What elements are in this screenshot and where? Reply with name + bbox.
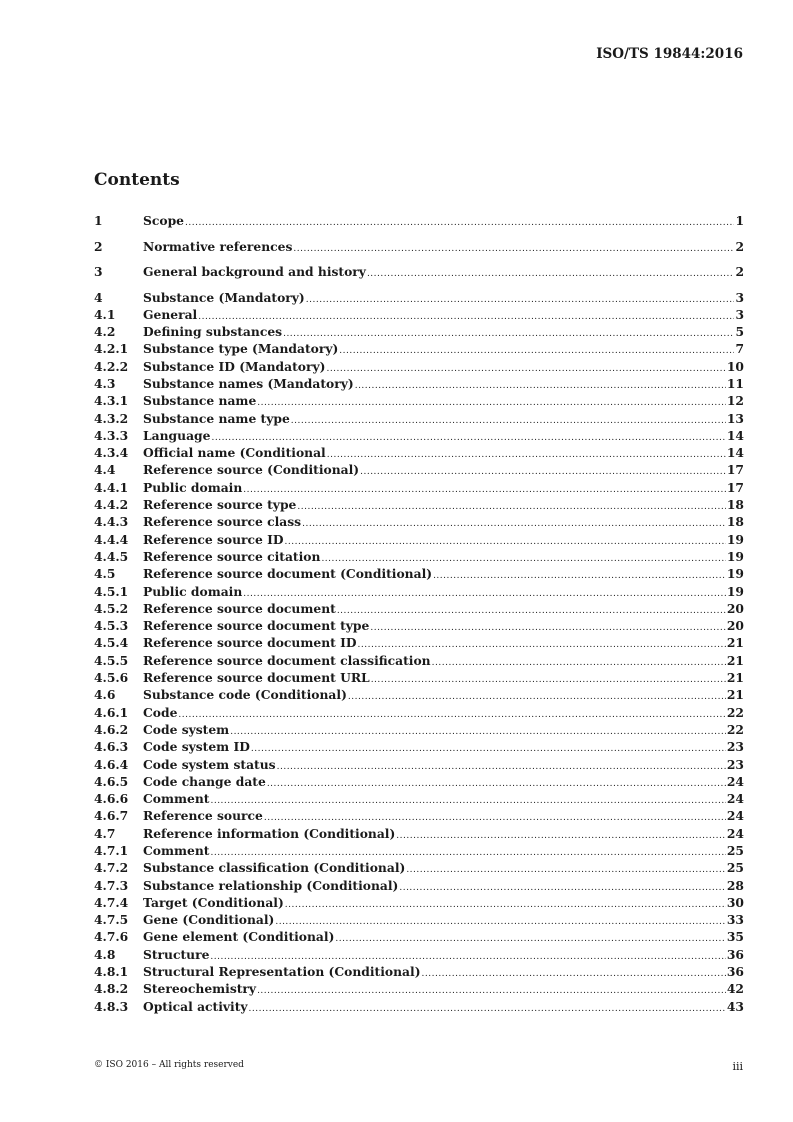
toc-entry[interactable] [94, 289, 744, 306]
page-footer [94, 1060, 743, 1073]
toc-entry[interactable] [94, 998, 744, 1015]
toc-entry-page: 17 [726, 462, 744, 478]
toc-entry-number: 4.7.2 [94, 860, 129, 876]
toc-dot-leader [339, 343, 734, 360]
toc-dot-leader [257, 983, 726, 1000]
toc-dot-leader [337, 603, 726, 620]
toc-entry-page: 3 [735, 306, 744, 322]
toc-entry[interactable] [94, 756, 744, 773]
toc-entry-title: Substance name type [143, 410, 290, 426]
toc-entry-page: 36 [726, 946, 744, 962]
toc-entry-number: 4.6.7 [94, 808, 129, 824]
toc-entry-title: Public domain [143, 479, 243, 495]
toc-entry-number: 4.7.4 [94, 894, 129, 910]
toc-entry[interactable] [94, 479, 744, 496]
toc-entry-page: 5 [735, 324, 744, 340]
toc-entry-number: 4.7 [94, 825, 116, 841]
toc-dot-leader [185, 215, 734, 232]
contents-title: Contents [94, 170, 180, 190]
toc-entry-title: Code system [143, 721, 230, 737]
toc-entry[interactable] [94, 894, 744, 911]
toc-entry-title: Reference source class [143, 514, 302, 530]
toc-entry-title: Code [143, 704, 178, 720]
toc-entry-title: Comment [143, 843, 210, 858]
toc-dot-leader [297, 499, 726, 516]
toc-entry-title: Reference source document (Conditional) [143, 566, 433, 582]
toc-entry[interactable] [94, 963, 744, 980]
toc-entry-number: 1 [94, 213, 103, 228]
toc-dot-leader [371, 672, 726, 689]
toc-entry-number: 4.5.6 [94, 670, 129, 686]
toc-entry-page: 11 [726, 375, 744, 391]
toc-entry[interactable] [94, 652, 744, 669]
toc-entry-title: Reference source type [143, 497, 297, 513]
toc-dot-leader [335, 931, 725, 948]
toc-entry[interactable] [94, 911, 744, 928]
toc-entry-page: 19 [726, 583, 744, 599]
toc-entry-page: 20 [726, 600, 744, 616]
toc-entry-number: 4.1 [94, 306, 116, 322]
toc-entry-page: 21 [726, 687, 744, 703]
toc-entry[interactable] [94, 410, 744, 427]
toc-entry[interactable] [94, 358, 744, 375]
toc-dot-leader [277, 759, 726, 776]
toc-entry-number: 4.4.1 [94, 479, 129, 495]
table-of-contents [94, 212, 744, 1015]
toc-entry-number: 4.6.4 [94, 756, 129, 772]
toc-dot-leader [267, 776, 726, 793]
toc-entry-number: 4.6.6 [94, 791, 129, 807]
toc-entry-title: Reference source document type [143, 618, 370, 634]
toc-entry-number: 4.4.4 [94, 531, 129, 547]
toc-entry-page: 14 [726, 445, 744, 461]
toc-entry-title: Scope [143, 213, 184, 228]
toc-entry[interactable] [94, 946, 744, 963]
toc-entry-title: Substance name [143, 393, 257, 409]
toc-entry-page: 21 [726, 670, 744, 686]
toc-entry-number: 4.6.3 [94, 739, 129, 755]
toc-entry-number: 4.3.2 [94, 410, 129, 426]
toc-entry-number: 4 [94, 289, 103, 305]
toc-dot-leader [251, 741, 726, 758]
toc-entry[interactable] [94, 531, 744, 548]
toc-entry-title: Substance ID (Mandatory) [143, 358, 326, 374]
toc-entry-number: 4.5.5 [94, 652, 129, 668]
toc-entry-number: 4.6.5 [94, 773, 129, 789]
toc-entry-title: Stereochemistry [143, 981, 257, 997]
toc-entry-page: 25 [726, 843, 744, 858]
toc-dot-leader [348, 689, 726, 706]
toc-entry[interactable] [94, 263, 744, 289]
toc-entry-page: 1 [735, 213, 744, 228]
toc-entry[interactable] [94, 548, 744, 565]
toc-entry[interactable] [94, 323, 744, 340]
toc-entry-page: 33 [726, 912, 744, 928]
toc-dot-leader [360, 464, 726, 481]
toc-entry-title: Official name (Conditional [143, 445, 326, 461]
toc-entry-number: 2 [94, 238, 103, 254]
toc-entry-page: 21 [726, 652, 744, 668]
toc-entry-page: 13 [726, 410, 744, 426]
toc-entry[interactable] [94, 565, 744, 582]
toc-entry-page: 3 [735, 289, 744, 305]
toc-dot-leader [302, 516, 726, 533]
toc-entry-title: Gene element (Conditional) [143, 929, 335, 945]
toc-dot-leader [399, 880, 726, 897]
toc-entry[interactable] [94, 392, 744, 409]
toc-entry-number: 4.2.2 [94, 358, 129, 374]
toc-entry-number: 4.6.2 [94, 721, 129, 737]
toc-dot-leader [230, 724, 726, 741]
toc-entry-number: 4.4.3 [94, 514, 129, 530]
toc-entry[interactable] [94, 807, 744, 824]
toc-dot-leader [210, 793, 725, 810]
toc-entry[interactable] [94, 306, 744, 323]
toc-entry-title: General background and history [143, 264, 366, 279]
toc-entry-title: Substance names (Mandatory) [143, 375, 354, 391]
toc-entry[interactable] [94, 461, 744, 478]
toc-entry[interactable] [94, 600, 744, 617]
toc-entry-title: Optical activity [143, 998, 248, 1014]
toc-entry-number: 4.7.5 [94, 912, 129, 928]
toc-entry-number: 4.5.2 [94, 600, 129, 616]
toc-entry-title: Public domain [143, 583, 243, 599]
toc-entry-number: 4.3.1 [94, 393, 129, 409]
toc-entry-number: 4.5.4 [94, 635, 129, 651]
toc-entry[interactable] [94, 238, 744, 264]
toc-entry-title: General [143, 306, 198, 322]
toc-entry[interactable] [94, 427, 744, 444]
toc-entry-page: 23 [726, 739, 744, 755]
toc-entry-number: 4.7.6 [94, 929, 129, 945]
toc-dot-leader [367, 266, 735, 283]
toc-dot-leader [275, 914, 726, 931]
toc-entry[interactable] [94, 842, 744, 859]
page-number: iii [732, 1060, 743, 1073]
toc-entry-title: Substance relationship (Conditional) [143, 877, 399, 893]
toc-entry-number: 4.3 [94, 375, 116, 391]
toc-entry-title: Reference source document URL [143, 670, 370, 686]
toc-entry-title: Reference source citation [143, 548, 321, 564]
toc-entry-number: 4.4 [94, 462, 116, 478]
toc-entry[interactable] [94, 738, 744, 755]
toc-entry-page: 19 [726, 531, 744, 547]
toc-dot-leader [243, 482, 726, 499]
toc-entry-page: 30 [726, 894, 744, 910]
toc-dot-leader [257, 395, 726, 412]
toc-entry-page: 2 [735, 238, 744, 254]
toc-entry-page: 24 [726, 791, 744, 807]
toc-entry[interactable] [94, 583, 744, 600]
toc-entry[interactable] [94, 669, 744, 686]
toc-entry-number: 4.8.3 [94, 998, 129, 1014]
toc-entry-page: 24 [726, 808, 744, 824]
toc-entry-page: 19 [726, 548, 744, 564]
toc-entry[interactable] [94, 686, 744, 703]
toc-entry-number: 4.8.2 [94, 981, 129, 997]
toc-entry-title: Substance (Mandatory) [143, 289, 305, 305]
toc-entry-title: Structural Representation (Conditional) [143, 964, 421, 980]
toc-entry-page: 42 [726, 981, 744, 997]
toc-entry[interactable] [94, 704, 744, 721]
toc-entry-page: 12 [726, 393, 744, 409]
toc-entry-page: 43 [726, 998, 744, 1014]
toc-entry-page: 35 [726, 929, 744, 945]
toc-entry[interactable] [94, 340, 744, 357]
toc-dot-leader [432, 655, 726, 672]
toc-entry-title: Gene (Conditional) [143, 912, 275, 928]
toc-dot-leader [285, 897, 726, 914]
toc-entry-page: 20 [726, 618, 744, 634]
toc-entry[interactable] [94, 513, 744, 530]
toc-entry-title: Code system status [143, 756, 276, 772]
toc-entry-title: Defining substances [143, 324, 283, 340]
toc-dot-leader [422, 966, 726, 983]
toc-entry-page: 2 [735, 264, 744, 279]
toc-entry-title: Substance code (Conditional) [143, 687, 347, 703]
toc-entry-title: Code change date [143, 773, 266, 789]
toc-entry-title: Reference source document [143, 600, 336, 616]
toc-entry-title: Substance type (Mandatory) [143, 341, 339, 357]
toc-entry-page: 18 [726, 497, 744, 513]
toc-dot-leader [396, 828, 726, 845]
toc-entry-number: 4.2.1 [94, 341, 129, 357]
toc-entry-number: 4.4.5 [94, 548, 129, 564]
toc-entry[interactable] [94, 773, 744, 790]
toc-entry-page: 25 [726, 860, 744, 876]
toc-dot-leader [327, 447, 726, 464]
toc-entry-number: 4.7.3 [94, 877, 129, 893]
toc-dot-leader [326, 361, 725, 378]
toc-entry-title: Reference source ID [143, 531, 284, 547]
copyright-notice: © ISO 2016 – All rights reserved [94, 1060, 244, 1070]
toc-dot-leader [283, 326, 734, 343]
toc-entry-number: 4.5 [94, 566, 116, 582]
toc-dot-leader [406, 862, 726, 879]
toc-entry-page: 19 [726, 566, 744, 582]
toc-entry[interactable] [94, 859, 744, 876]
toc-entry-page: 22 [726, 704, 744, 720]
toc-entry-number: 4.3.3 [94, 427, 129, 443]
toc-entry[interactable] [94, 928, 744, 945]
toc-entry-title: Reference source document ID [143, 635, 357, 651]
toc-entry-page: 24 [726, 825, 744, 841]
toc-entry-number: 4.7.1 [94, 843, 129, 858]
toc-dot-leader [249, 1001, 726, 1018]
toc-dot-leader [293, 241, 734, 258]
toc-entry-page: 23 [726, 756, 744, 772]
toc-entry-page: 36 [726, 964, 744, 980]
toc-entry[interactable] [94, 790, 744, 807]
toc-entry[interactable] [94, 375, 744, 392]
toc-entry-title: Reference information (Conditional) [143, 825, 396, 841]
toc-entry-title: Reference source (Conditional) [143, 462, 360, 478]
toc-entry-page: 14 [726, 427, 744, 443]
toc-entry[interactable] [94, 980, 744, 997]
toc-dot-leader [433, 568, 726, 585]
toc-entry-number: 4.8.1 [94, 964, 129, 980]
toc-entry[interactable] [94, 617, 744, 634]
toc-entry-title: Code system ID [143, 739, 250, 755]
toc-entry-number: 3 [94, 264, 103, 279]
toc-entry[interactable] [94, 721, 744, 738]
toc-entry-title: Structure [143, 946, 210, 962]
toc-entry-title: Comment [143, 791, 210, 807]
toc-entry-page: 18 [726, 514, 744, 530]
toc-entry-number: 4.3.4 [94, 445, 129, 461]
toc-entry[interactable] [94, 634, 744, 651]
toc-entry-title: Target (Conditional) [143, 894, 284, 910]
toc-entry[interactable] [94, 496, 744, 513]
toc-entry-page: 7 [735, 341, 744, 357]
toc-entry-number: 4.5.1 [94, 583, 129, 599]
toc-dot-leader [355, 378, 726, 395]
toc-entry-title: Normative references [143, 238, 293, 254]
toc-dot-leader [178, 707, 725, 724]
toc-dot-leader [285, 534, 726, 551]
toc-entry-number: 4.5.3 [94, 618, 129, 634]
document-id-header: ISO/TS 19844:2016 [596, 46, 743, 62]
toc-entry-title: Substance classification (Conditional) [143, 860, 406, 876]
toc-entry[interactable] [94, 877, 744, 894]
toc-entry-page: 28 [726, 877, 744, 893]
toc-entry-page: 21 [726, 635, 744, 651]
toc-entry-title: Reference source [143, 808, 263, 824]
toc-entry-number: 4.2 [94, 324, 116, 340]
toc-entry-page: 17 [726, 479, 744, 495]
toc-entry-number: 4.8 [94, 946, 116, 962]
toc-entry[interactable] [94, 825, 744, 842]
toc-entry-number: 4.4.2 [94, 497, 129, 513]
toc-entry[interactable] [94, 212, 744, 238]
toc-entry-page: 10 [726, 358, 744, 374]
toc-dot-leader [291, 413, 726, 430]
toc-entry-page: 24 [726, 773, 744, 789]
toc-dot-leader [306, 292, 735, 309]
toc-entry-number: 4.6 [94, 687, 116, 703]
toc-entry-page: 22 [726, 721, 744, 737]
toc-entry-number: 4.6.1 [94, 704, 129, 720]
toc-entry[interactable] [94, 444, 744, 461]
toc-dot-leader [370, 620, 726, 637]
toc-entry-title: Reference source document classification [143, 652, 431, 668]
toc-entry-title: Language [143, 427, 211, 443]
